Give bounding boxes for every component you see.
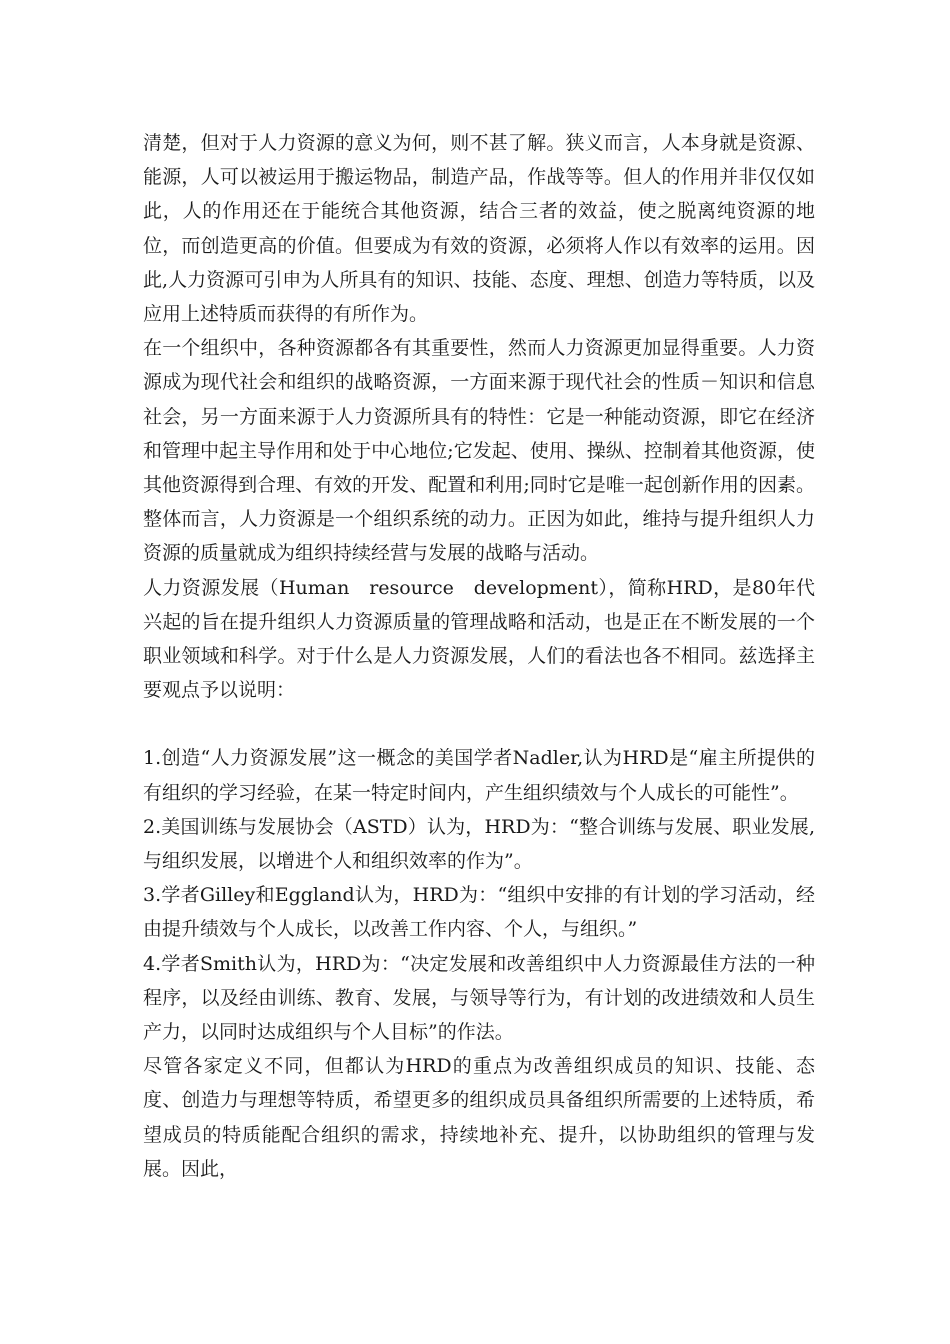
body-text	[143, 126, 815, 1186]
blank-line	[143, 707, 815, 741]
list-item-nadler: 1.创造“人力资源发展”这一概念的美国学者Nadler,认为HRD是“雇主所提供的有组织的学习经验，在某一特定时间内，产生组织绩效与个人成长的可能性”。	[143, 747, 815, 804]
paragraph-hr-importance: 在一个组织中，各种资源都各有其重要性，然而人力资源更加显得重要。人力资源成为现代社会和组织的战略资源，一方面来源于现代社会的性质－知识和信息社会，另一方面来源于人力资源所具有的特性：它是一种能动资源，即它在经济和管理中起主导作用和处于中心地位;它发起、使用、操纵、控制着其他资源，使其他资源得到合理、有效的开发、配置和利用;同时它是唯一起创新作用的因素。整体而言，人力资源是一个组织系统的动力。正因为如此，维持与提升组织人力资源的质量就成为组织持续经营与发展的战略与活动。	[143, 337, 815, 565]
paragraph-conclusion: 尽管各家定义不同，但都认为HRD的重点为改善组织成员的知识、技能、态度、创造力与理想等特质，希望更多的组织成员具备组织所需要的上述特质，希望成员的特质能配合组织的需求，持续地补充、提升，以协助组织的管理与发展。因此，	[143, 1055, 815, 1180]
list-item-smith: 4.学者Smith认为，HRD为：“决定发展和改善组织中人力资源最佳方法的一种程序，以及经由训练、教育、发展，与领导等行为，有计划的改进绩效和人员生产力，以同时达成组织与个人目标”的作法。	[143, 952, 815, 1044]
paragraph-hr-meaning: 清楚，但对于人力资源的意义为何，则不甚了解。狭义而言，人本身就是资源、能源，人可以被运用于搬运物品，制造产品，作战等等。但人的作用并非仅仅如此，人的作用还在于能统合其他资源，结合三者的效益，使之脱离纯资源的地位，而创造更高的价值。但要成为有效的资源，必须将人作以有效率的运用。因此,人力资源可引申为人所具有的知识、技能、态度、理想、创造力等特质，以及应用上述特质而获得的有所作为。	[143, 132, 815, 326]
paragraph-hrd-intro: 人力资源发展（Human resource development），简称HRD，是80年代兴起的旨在提升组织人力资源质量的管理战略和活动，也是正在不断发展的一个职业领域和科学。对于什么是人力资源发展，人们的看法也各不相同。兹选择主要观点予以说明：	[143, 576, 815, 702]
list-item-astd: 2.美国训练与发展协会（ASTD）认为，HRD为：“整合训练与发展、职业发展,与组织发展，以增进个人和组织效率的作为”。	[143, 815, 815, 873]
list-item-gilley-eggland: 3.学者Gilley和Eggland认为，HRD为：“组织中安排的有计划的学习活动，经由提升绩效与个人成长，以改善工作内容、个人，与组织。”	[143, 884, 815, 941]
